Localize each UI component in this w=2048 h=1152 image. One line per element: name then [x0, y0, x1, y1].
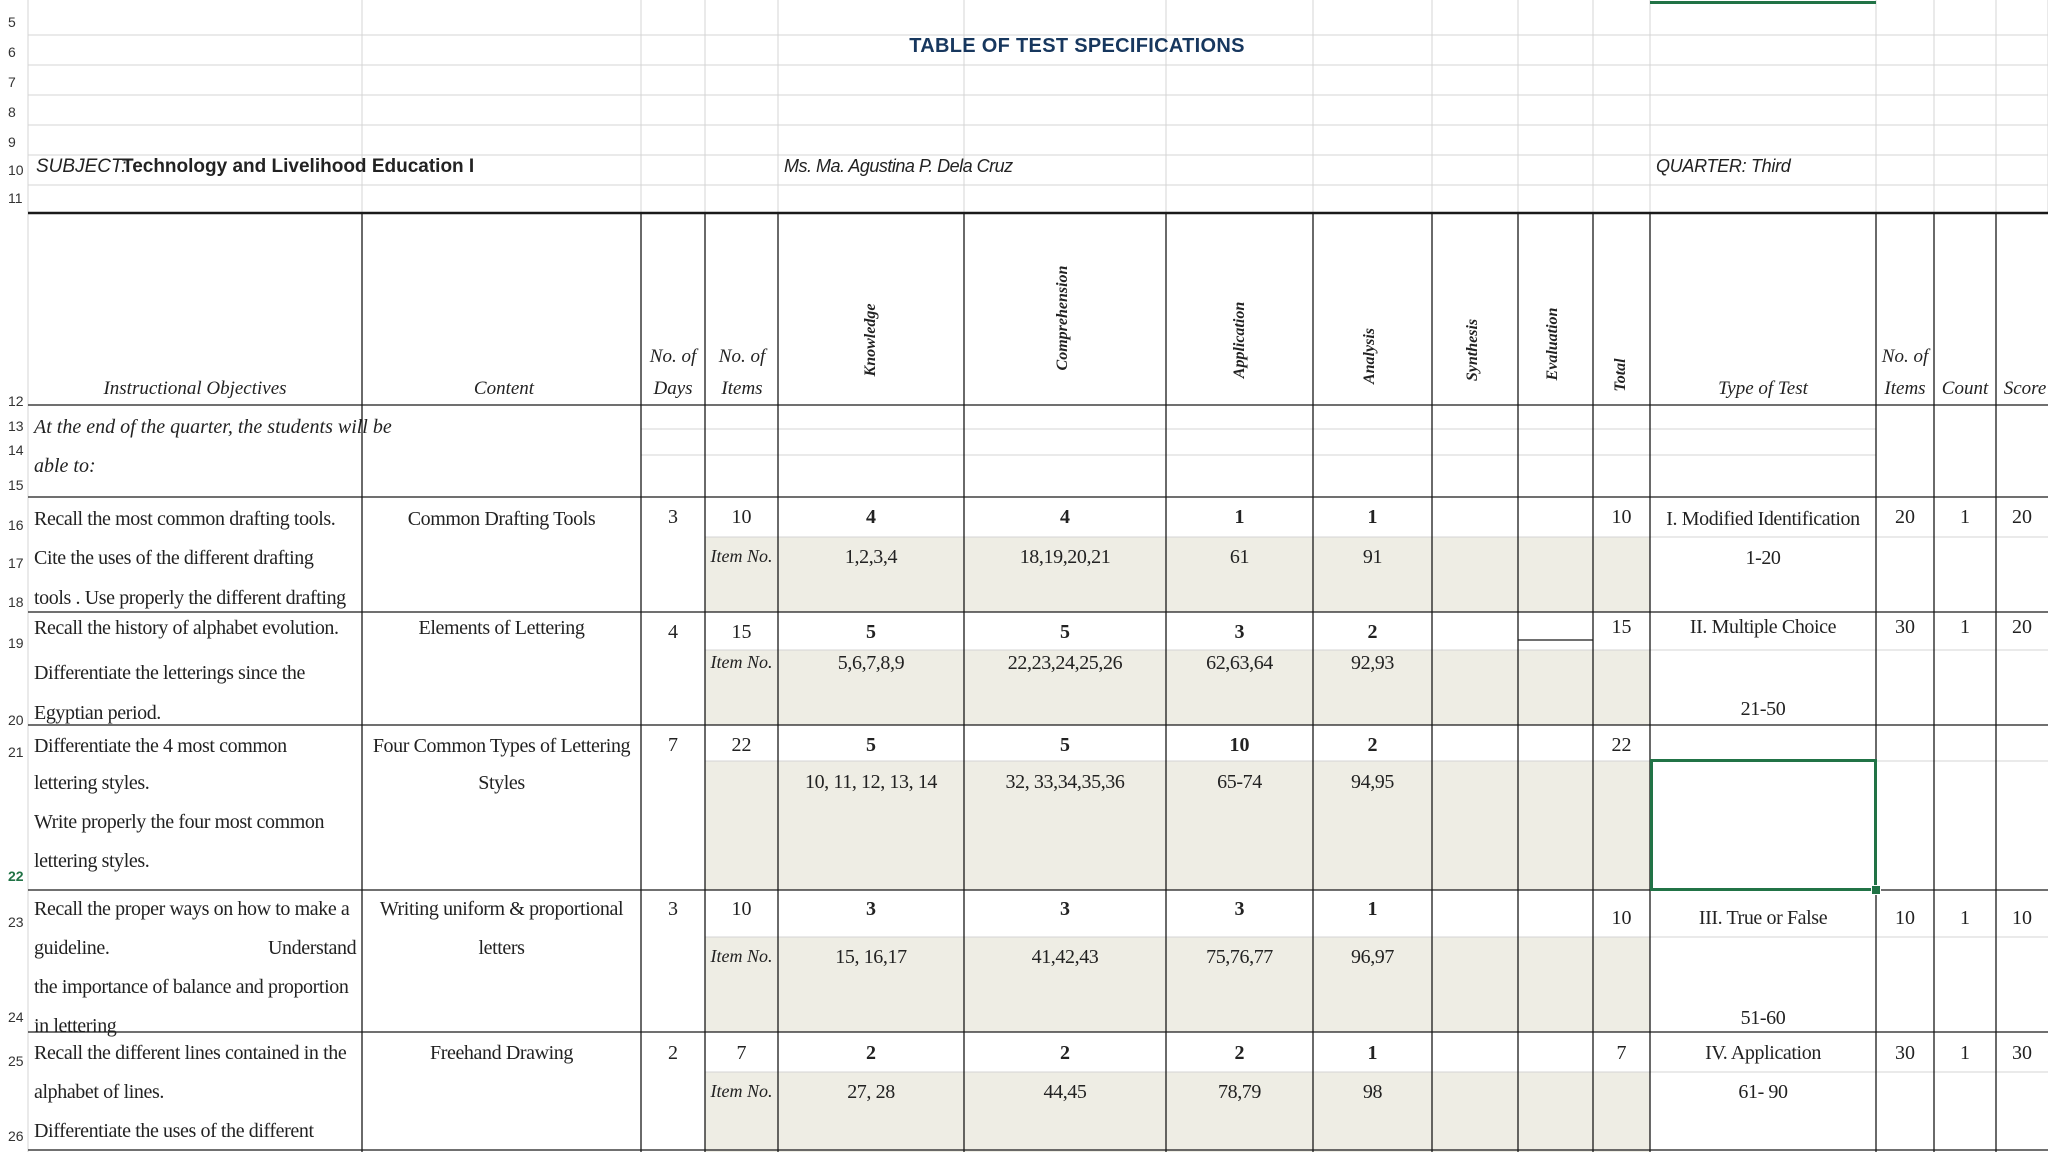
item-no-label: Item No. — [710, 946, 773, 966]
type-of-test-line: 21-50 — [1740, 698, 1786, 720]
objective-line: Recall the proper ways on how to make a — [34, 898, 350, 920]
header-items-line2: Items — [721, 378, 763, 399]
type-of-test-line: 1-20 — [1745, 547, 1781, 569]
row-header-19[interactable]: 19 — [8, 635, 24, 651]
row-header-5[interactable]: 5 — [8, 14, 16, 30]
header-objectives: Instructional Objectives — [103, 378, 287, 399]
row-header-21[interactable]: 21 — [8, 744, 24, 760]
objective-line: Recall the most common drafting tools. — [34, 508, 336, 530]
content-line: Freehand Drawing — [430, 1042, 573, 1064]
application-items: 78,79 — [1217, 1081, 1262, 1103]
total-value: 10 — [1611, 907, 1632, 929]
days-value: 4 — [668, 621, 678, 643]
content-line: Styles — [478, 772, 525, 794]
header-knowledge: Knowledge — [862, 303, 879, 377]
header-comprehension: Comprehension — [1054, 265, 1071, 371]
objective-line: guideline. — [34, 937, 110, 959]
knowledge-items: 5,6,7,8,9 — [837, 652, 905, 674]
header-content: Content — [473, 378, 535, 399]
count-value: 1 — [1960, 506, 1970, 528]
application-items: 65-74 — [1217, 771, 1262, 793]
intro-line-1: At the end of the quarter, the students will be — [34, 416, 392, 438]
header-noitems-line1: No. of — [1881, 346, 1929, 367]
items-value: 10 — [731, 898, 752, 920]
knowledge-items: 10, 11, 12, 13, 14 — [804, 771, 938, 793]
count-value: 1 — [1960, 907, 1970, 929]
objective-line: Recall the different lines contained in the — [34, 1042, 347, 1064]
row-header-10[interactable]: 10 — [8, 162, 24, 178]
objective-line: Recall the history of alphabet evolution. — [34, 617, 339, 639]
header-evaluation: Evaluation — [1544, 307, 1561, 381]
days-value: 3 — [668, 506, 678, 528]
comprehension-value: 5 — [1060, 621, 1070, 643]
row-header-22[interactable]: 22 — [8, 868, 24, 884]
item-no-label: Item No. — [710, 1081, 773, 1101]
row-header-23[interactable]: 23 — [8, 914, 24, 930]
teacher-name: Ms. Ma. Agustina P. Dela Cruz — [784, 156, 1013, 176]
header-days-line2: Days — [653, 378, 693, 399]
row-header-8[interactable]: 8 — [8, 104, 16, 120]
objective-line: lettering styles. — [34, 850, 150, 872]
knowledge-value: 2 — [866, 1042, 876, 1064]
items-value: 22 — [731, 734, 752, 756]
subject-value: Technology and Livelihood Education I — [122, 156, 475, 177]
objective-line: Differentiate the letterings since the — [34, 662, 305, 684]
items-value: 7 — [736, 1042, 747, 1064]
knowledge-value: 5 — [866, 621, 876, 643]
analysis-value: 2 — [1367, 621, 1378, 643]
analysis-items: 94,95 — [1350, 771, 1395, 793]
application-value: 1 — [1234, 506, 1245, 528]
items-value: 15 — [731, 621, 752, 643]
header-synthesis: Synthesis — [1464, 318, 1481, 382]
objective-line: Understand — [268, 937, 357, 959]
objective-line: Egyptian period. — [34, 702, 161, 724]
application-value: 3 — [1234, 898, 1245, 920]
selected-cell[interactable] — [1650, 759, 1877, 891]
days-value: 7 — [668, 734, 678, 756]
type-items-value: 20 — [1895, 506, 1915, 528]
sheet-title: TABLE OF TEST SPECIFICATIONS — [909, 35, 1245, 57]
count-value: 1 — [1960, 616, 1970, 638]
type-of-test-line: IV. Application — [1705, 1042, 1821, 1064]
header-analysis: Analysis — [1361, 327, 1378, 385]
count-value: 1 — [1960, 1042, 1970, 1064]
type-of-test-line: 61- 90 — [1738, 1081, 1788, 1103]
score-value: 20 — [2012, 506, 2032, 528]
total-value: 7 — [1616, 1042, 1627, 1064]
objective-line: the importance of balance and proportion — [34, 976, 349, 998]
row-header-25[interactable]: 25 — [8, 1053, 24, 1069]
header-items-line1: No. of — [718, 346, 766, 367]
application-value: 3 — [1234, 621, 1245, 643]
score-value: 20 — [2012, 616, 2032, 638]
analysis-items: 91 — [1362, 546, 1383, 568]
comprehension-items: 44,45 — [1043, 1081, 1087, 1103]
total-value: 10 — [1611, 506, 1632, 528]
knowledge-items: 15, 16,17 — [835, 946, 907, 968]
total-value: 22 — [1611, 734, 1632, 756]
objective-line: Write properly the four most common — [34, 811, 325, 833]
application-value: 2 — [1234, 1042, 1245, 1064]
objective-line: lettering styles. — [34, 772, 150, 794]
knowledge-items: 1,2,3,4 — [844, 546, 898, 568]
type-of-test-line: II. Multiple Choice — [1689, 616, 1837, 638]
type-items-value: 10 — [1895, 907, 1915, 929]
content-line: Writing uniform & proportional — [379, 898, 624, 920]
analysis-value: 1 — [1367, 506, 1378, 528]
row-header-20[interactable]: 20 — [8, 712, 24, 728]
row-header-13[interactable]: 13 — [8, 418, 24, 434]
intro-line-2: able to: — [34, 455, 96, 477]
objective-line: Differentiate the uses of the different — [34, 1120, 314, 1142]
header-count: Count — [1941, 378, 1989, 399]
type-items-value: 30 — [1895, 1042, 1915, 1064]
content-line: Four Common Types of Lettering — [372, 735, 631, 757]
comprehension-items: 41,42,43 — [1031, 946, 1099, 968]
days-value: 3 — [668, 898, 678, 920]
row-header-26[interactable]: 26 — [8, 1128, 24, 1144]
knowledge-value: 5 — [866, 734, 876, 756]
type-of-test-line: III. True or False — [1698, 907, 1828, 929]
analysis-items: 96,97 — [1350, 946, 1395, 968]
row-header-12[interactable]: 12 — [8, 393, 24, 409]
row-header-24[interactable]: 24 — [8, 1009, 24, 1025]
fill-handle[interactable] — [1871, 885, 1881, 895]
row-header-17[interactable]: 17 — [8, 555, 24, 571]
analysis-value: 1 — [1367, 898, 1378, 920]
comprehension-value: 3 — [1060, 898, 1070, 920]
header-noitems-line2: Items — [1884, 378, 1926, 399]
comprehension-items: 22,23,24,25,26 — [1007, 652, 1123, 674]
objective-line: in lettering — [34, 1015, 117, 1037]
score-value: 30 — [2012, 1042, 2032, 1064]
analysis-items: 98 — [1362, 1081, 1383, 1103]
header-days-line1: No. of — [649, 346, 697, 367]
item-no-label: Item No. — [710, 652, 773, 672]
analysis-value: 2 — [1367, 734, 1378, 756]
objective-line: alphabet of lines. — [34, 1081, 164, 1103]
row-header-16[interactable]: 16 — [8, 517, 24, 533]
type-of-test-line: 51-60 — [1740, 1007, 1786, 1029]
content-line: Elements of Lettering — [418, 617, 585, 639]
row-header-18[interactable]: 18 — [8, 594, 24, 610]
content-line: letters — [478, 937, 525, 959]
type-items-value: 30 — [1895, 616, 1915, 638]
comprehension-items: 32, 33,34,35,36 — [1005, 771, 1125, 793]
application-items: 61 — [1229, 546, 1250, 568]
selection-top-edge — [1650, 1, 1876, 4]
row-header-11[interactable]: 11 — [8, 190, 23, 206]
row-header-14[interactable]: 14 — [8, 442, 24, 458]
score-value: 10 — [2012, 907, 2032, 929]
application-value: 10 — [1229, 734, 1250, 756]
objective-line: Cite the uses of the different drafting — [34, 547, 314, 569]
content-line: Common Drafting Tools — [407, 508, 596, 530]
row-header-9[interactable]: 9 — [8, 134, 16, 150]
row-header-7[interactable]: 7 — [8, 74, 16, 90]
type-of-test-line: I. Modified Identification — [1666, 508, 1860, 530]
analysis-items: 92,93 — [1350, 652, 1395, 674]
comprehension-value: 5 — [1060, 734, 1070, 756]
objective-line: Differentiate the 4 most common — [34, 735, 287, 757]
application-items: 75,76,77 — [1206, 946, 1273, 968]
header-score: Score — [2003, 378, 2047, 399]
header-type-of-test: Type of Test — [1718, 378, 1808, 399]
subject-label: SUBJECT: — [36, 156, 127, 177]
header-application: Application — [1231, 301, 1248, 379]
knowledge-items: 27, 28 — [847, 1081, 895, 1103]
total-value: 15 — [1611, 616, 1632, 638]
items-value: 10 — [731, 506, 752, 528]
comprehension-items: 18,19,20,21 — [1019, 546, 1111, 568]
item-no-label: Item No. — [710, 546, 773, 566]
comprehension-value: 2 — [1060, 1042, 1070, 1064]
application-items: 62,63,64 — [1206, 652, 1273, 674]
objective-line: tools . Use properly the different drafting — [34, 587, 346, 609]
days-value: 2 — [668, 1042, 678, 1064]
header-total: Total — [1612, 358, 1629, 392]
knowledge-value: 4 — [866, 506, 876, 528]
row-header-6[interactable]: 6 — [8, 44, 16, 60]
row-header-15[interactable]: 15 — [8, 477, 24, 493]
analysis-value: 1 — [1367, 1042, 1378, 1064]
comprehension-value: 4 — [1060, 506, 1070, 528]
quarter-label: QUARTER: Third — [1656, 156, 1791, 176]
knowledge-value: 3 — [866, 898, 876, 920]
